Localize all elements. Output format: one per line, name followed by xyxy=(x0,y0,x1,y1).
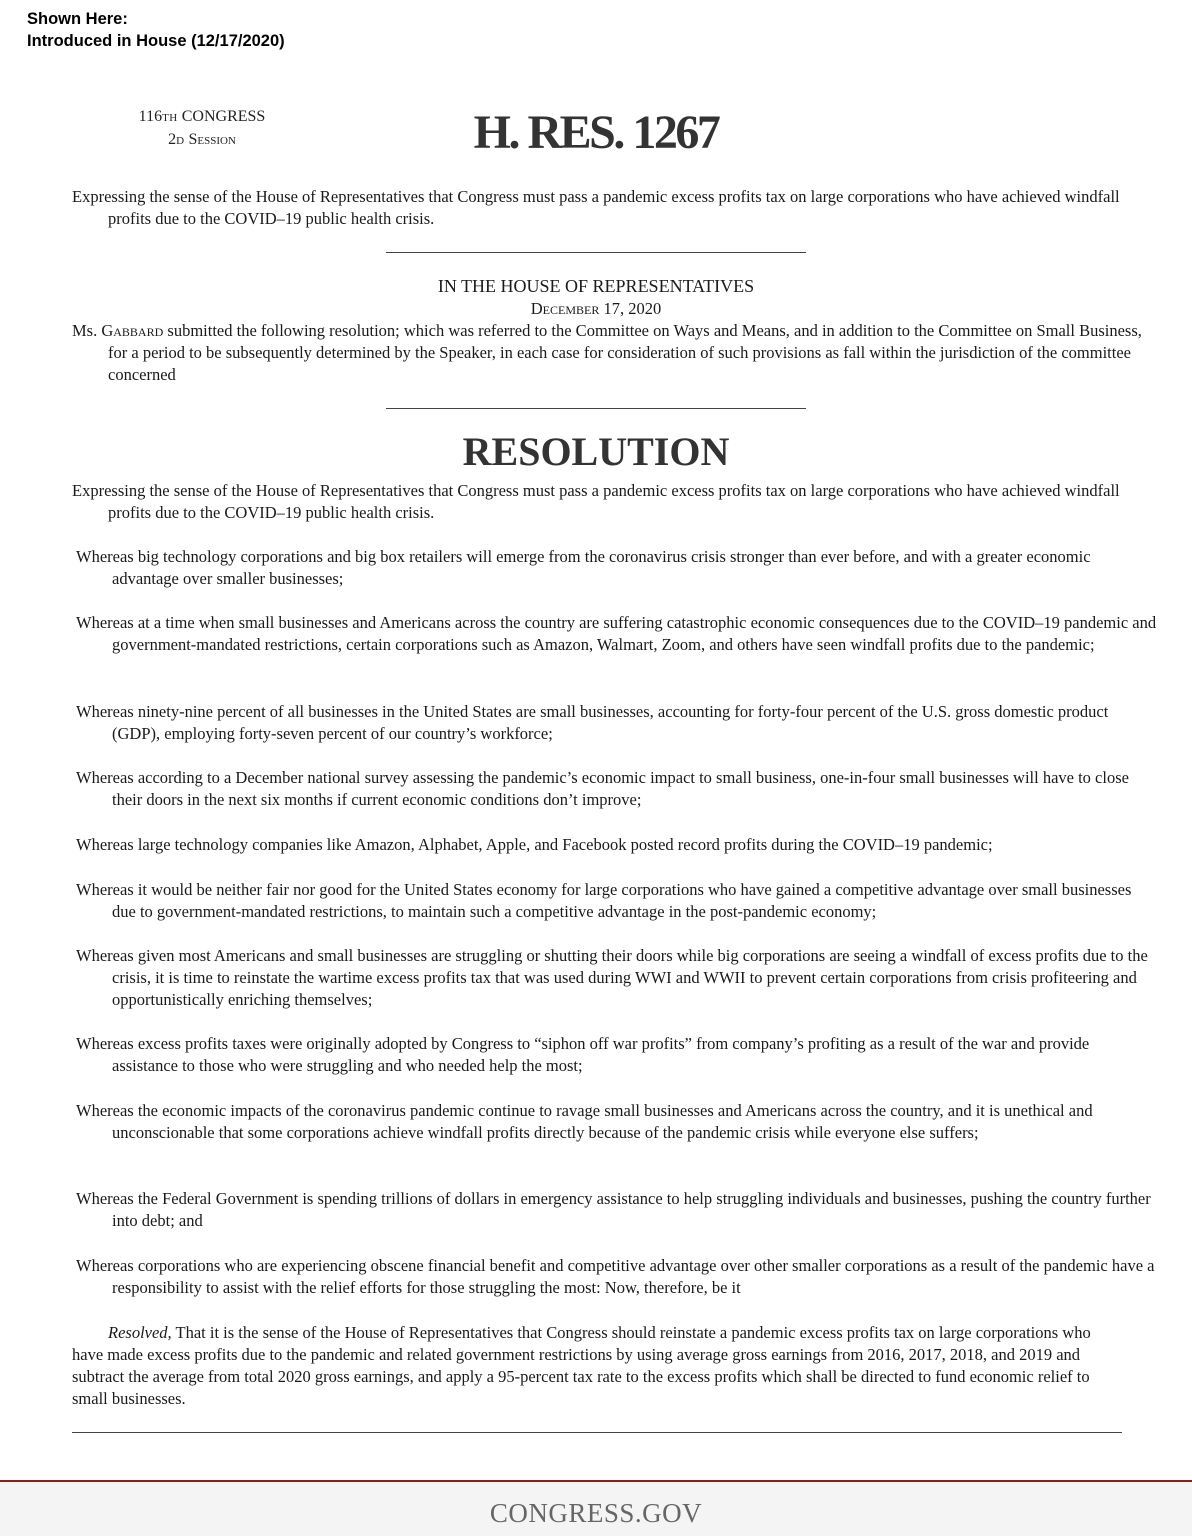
whereas-clause: Whereas given most Americans and small businesses are struggling or shutting their doors while big corporations are seeing a windfall of excess profits due to the crisis, it is time to reinstate the wartime excess profits tax that was used during WWI and WWII to prevent certain corporations from crisis profiteering and opportunistically enriching themselves; xyxy=(76,946,1148,1009)
sponsor-title: Ms. xyxy=(72,321,102,340)
divider xyxy=(386,408,806,409)
sponsor-text: submitted the following resolution; which was referred to the Committee on Ways and Means, and in addition to the Committee on Small Business, for a period to be subsequently determined by the Speaker, in each case for consideration of such provisions as fall within the jurisdiction of the committee concerned xyxy=(108,321,1142,384)
congress-session-block xyxy=(112,106,292,152)
resolution-summary: Expressing the sense of the House of Representatives that Congress must pass a pandemic excess profits tax on large corporations who have achieved windfall profits due to the COVID–19 public health crisis. xyxy=(72,481,1120,522)
sponsor-statement xyxy=(72,320,1158,386)
congress-word: CONGRESS xyxy=(177,108,266,125)
bill-title: H. RES. 1267 xyxy=(473,106,719,159)
whereas-clause: Whereas corporations who are experiencing obscene financial benefit and competitive advantage over other smaller corporations as a result of the pandemic have a responsibility to assist with the relief efforts for those struggling the most: Now, therefore, be it xyxy=(76,1256,1155,1297)
whereas-clause: Whereas big technology corporations and big box retailers will emerge from the coronavirus crisis stronger than ever before, and with a greater economic advantage over smaller businesses; xyxy=(76,547,1091,588)
footer-bar xyxy=(0,1480,1192,1536)
sponsor-name: Gabbard xyxy=(101,321,164,340)
congress-gov-logo[interactable]: CONGRESS.GOV xyxy=(489,1498,703,1528)
resolved-clause xyxy=(72,1322,1122,1410)
introduced-status: Introduced in House (12/17/2020) xyxy=(27,32,285,50)
whereas-clause: Whereas the economic impacts of the coronavirus pandemic continue to ravage small businesses and Americans across the country, and it is unethical and unconscionable that some corporations achieve windfall profits directly because of the pandemic crisis while everyone else suffers; xyxy=(76,1101,1093,1142)
resolution-heading: RESOLUTION xyxy=(462,429,730,474)
session-number xyxy=(112,129,292,152)
whereas-clause: Whereas according to a December national survey assessing the pandemic’s economic impact to small business, one-in-four small businesses will have to close their doors in the next six months if current economic conditions don’t improve; xyxy=(76,768,1129,809)
whereas-clause: Whereas at a time when small businesses and Americans across the country are suffering catastrophic economic consequences due to the COVID–19 pandemic and government-mandated restrictions, certain corporations such as Amazon, Walmart, Zoom, and others have seen windfall profits due to the pandemic; xyxy=(76,613,1157,654)
whereas-clause: Whereas excess profits taxes were originally adopted by Congress to “siphon off war profits” from company’s profiting as a result of the war and provide assistance to those who were struggling and who needed help the most; xyxy=(76,1034,1090,1075)
whereas-clause: Whereas it would be neither fair nor good for the United States economy for large corporations who have gained a competitive advantage over small businesses due to government-mandated restrictions, to maintain such a competitive advantage in the post-pandemic economy; xyxy=(76,880,1132,921)
shown-here-label: Shown Here: xyxy=(27,10,128,28)
introduced-date: December 17, 2020 xyxy=(530,299,662,318)
resolved-text: That it is the sense of the House of Representatives that Congress should reinstate a pandemic excess profits tax on large corporations who have made excess profits due to the pandemic and related government restrictions by using average gross earnings from 2016, 2017, 2018, and 2019 and subtract the average from total 2020 gross earnings, and apply a 95-percent tax rate to the excess profits which shall be directed to fund economic relief to small businesses. xyxy=(72,1323,1091,1408)
whereas-clause: Whereas large technology companies like Amazon, Alphabet, Apple, and Facebook posted record profits during the COVID–19 pandemic; xyxy=(76,835,993,854)
shown-here-header xyxy=(27,8,285,52)
bill-summary: Expressing the sense of the House of Representatives that Congress must pass a pandemic excess profits tax on large corporations who have achieved windfall profits due to the COVID–19 public health crisis. xyxy=(72,187,1120,228)
end-divider xyxy=(72,1432,1122,1433)
whereas-clause: Whereas ninety-nine percent of all businesses in the United States are small businesses, accounting for forty-four percent of the U.S. gross domestic product (GDP), employing forty-seven percent of our country’s workforce; xyxy=(76,702,1109,743)
session-number-value: 2 xyxy=(168,131,177,148)
session-number-suffix: D xyxy=(176,135,185,147)
divider xyxy=(386,252,806,253)
congress-number-suffix: TH xyxy=(162,112,178,124)
congress-number-value: 116 xyxy=(138,108,163,125)
resolved-label: Resolved, xyxy=(108,1323,172,1342)
house-heading: IN THE HOUSE OF REPRESENTATIVES xyxy=(437,276,755,296)
congress-number xyxy=(112,106,292,129)
session-word: Session xyxy=(184,131,236,148)
whereas-clause: Whereas the Federal Government is spending trillions of dollars in emergency assistance to help struggling individuals and businesses, pushing the country further into debt; and xyxy=(76,1189,1151,1230)
